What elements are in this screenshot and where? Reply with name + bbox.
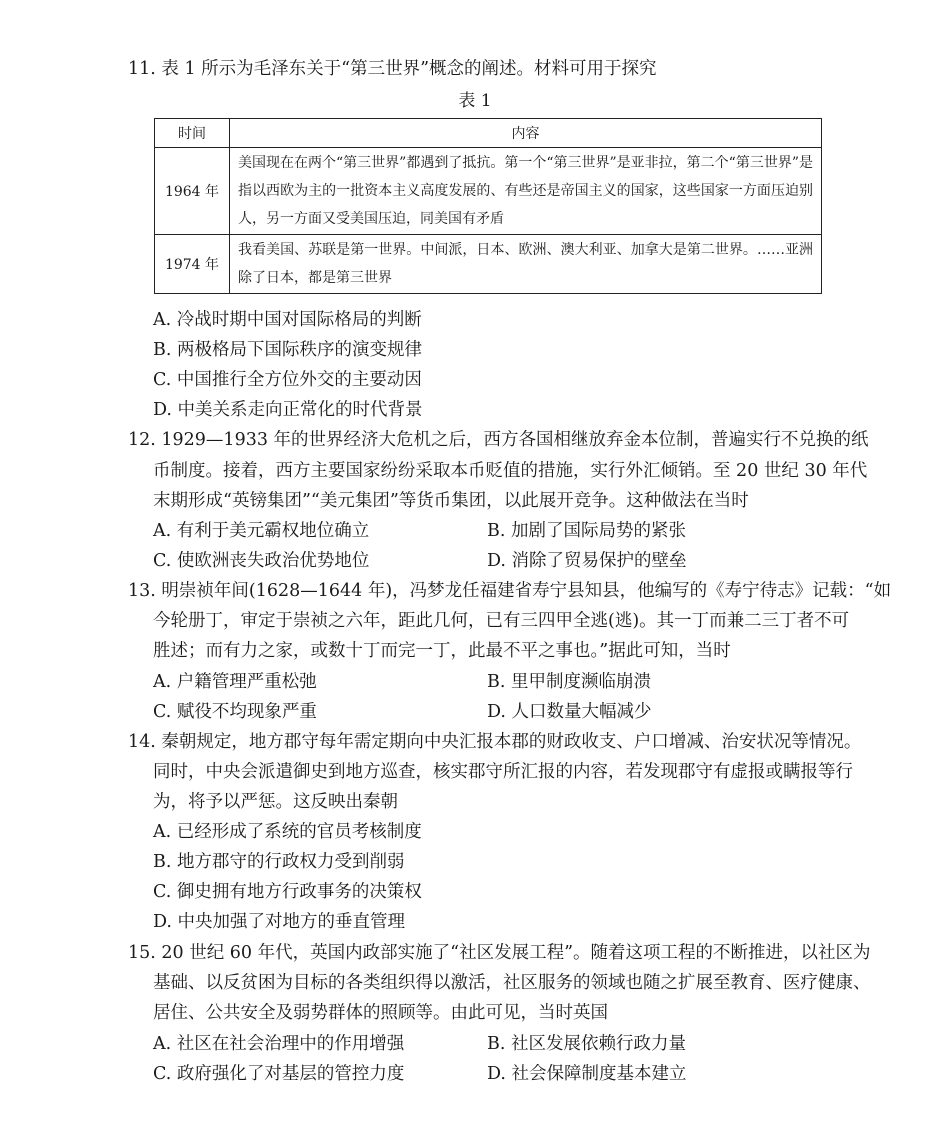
q12-stem-line: 末期形成“英镑集团”“美元集团”等货币集团，以此展开竞争。这种做法在当时 xyxy=(153,491,749,511)
q11-option-b[interactable]: B. 两极格局下国际秩序的演变规律 xyxy=(153,340,422,360)
table-row xyxy=(155,235,822,294)
q12-stem-line: 币制度。接着，西方主要国家纷纷采取本币贬值的措施，实行外汇倾销。至 20 世纪 30 年代 xyxy=(153,461,868,481)
q11-option-a[interactable]: A. 冷战时期中国对国际格局的判断 xyxy=(153,310,422,330)
table-row xyxy=(155,148,822,235)
q11-option-d[interactable]: D. 中美关系走向正常化的时代背景 xyxy=(153,400,423,420)
q11-stem: 11. 表 1 所示为毛泽东关于“第三世界”概念的阐述。材料可用于探究 xyxy=(128,59,657,79)
q15-stem-line: 基础、以反贫困为目标的各类组织得以激活，社区服务的领域也随之扩展至教育、医疗健康、 xyxy=(153,973,871,993)
row-year: 1964 年 xyxy=(155,148,230,235)
q15-stem-line: 15. 20 世纪 60 年代，英国内政部实施了“社区发展工程”。随着这项工程的不断推进，以社区为 xyxy=(128,943,871,963)
q13-stem-line: 胜述；而有力之家，或数十丁而完一丁，此最不平之事也。”据此可知，当时 xyxy=(153,641,731,661)
q12-option-c[interactable]: C. 使欧洲丧失政治优势地位 xyxy=(153,551,370,571)
third-world-table xyxy=(154,118,822,294)
q14-stem-line: 同时，中央会派遣御史到地方巡查，核实郡守所汇报的内容，若发现郡守有虚报或瞒报等行 xyxy=(153,762,853,782)
header-content: 内容 xyxy=(230,119,822,148)
q14-option-a[interactable]: A. 已经形成了系统的官员考核制度 xyxy=(153,822,422,842)
q13-option-a[interactable]: A. 户籍管理严重松弛 xyxy=(153,672,317,692)
q15-option-b[interactable]: B. 社区发展依赖行政力量 xyxy=(487,1034,686,1054)
q11-option-c[interactable]: C. 中国推行全方位外交的主要动因 xyxy=(153,370,422,390)
q14-stem-line: 为，将予以严惩。这反映出秦朝 xyxy=(153,792,398,812)
q13-option-c[interactable]: C. 赋役不均现象严重 xyxy=(153,702,317,722)
table-caption: 表 1 xyxy=(458,91,492,111)
q15-stem-line: 居住、公共安全及弱势群体的照顾等。由此可见，当时英国 xyxy=(153,1003,608,1023)
q12-option-b[interactable]: B. 加剧了国际局势的紧张 xyxy=(487,521,686,541)
q15-option-a[interactable]: A. 社区在社会治理中的作用增强 xyxy=(153,1034,405,1054)
q12-option-d[interactable]: D. 消除了贸易保护的壁垒 xyxy=(487,551,687,571)
q13-option-d[interactable]: D. 人口数量大幅减少 xyxy=(487,702,652,722)
q14-option-c[interactable]: C. 御史拥有地方行政事务的决策权 xyxy=(153,882,422,902)
q14-option-d[interactable]: D. 中央加强了对地方的垂直管理 xyxy=(153,912,406,932)
table-header-row xyxy=(155,119,822,148)
q15-option-c[interactable]: C. 政府强化了对基层的管控力度 xyxy=(153,1064,405,1084)
q13-stem-line: 今轮册丁，审定于崇祯之六年，距此几何，已有三四甲全逃(逃)。其一丁而兼二三丁者不可 xyxy=(153,611,850,631)
q12-option-a[interactable]: A. 有利于美元霸权地位确立 xyxy=(153,521,370,541)
row-content: 我看美国、苏联是第一世界。中间派，日本、欧洲、澳大利亚、加拿大是第二世界。……亚洲除了日本，都是第三世界 xyxy=(230,235,822,294)
row-content: 美国现在在两个“第三世界”都遇到了抵抗。第一个“第三世界”是亚非拉，第二个“第三世界”是指以西欧为主的一批资本主义高度发展的、有些还是帝国主义的国家，这些国家一方面压迫别人，另一方面又受美国压迫，同美国有矛盾 xyxy=(230,148,822,235)
q15-option-d[interactable]: D. 社会保障制度基本建立 xyxy=(487,1064,687,1084)
header-time: 时间 xyxy=(155,119,230,148)
q14-stem-line: 14. 秦朝规定，地方郡守每年需定期向中央汇报本郡的财政收支、户口增减、治安状况等情况。 xyxy=(128,732,862,752)
q14-option-b[interactable]: B. 地方郡守的行政权力受到削弱 xyxy=(153,852,405,872)
q12-stem-line: 12. 1929—1933 年的世界经济大危机之后，西方各国相继放弃金本位制，普遍实行不兑换的纸 xyxy=(128,430,869,450)
q13-stem-line: 13. 明崇祯年间(1628—1644 年)，冯梦龙任福建省寿宁县知县，他编写的《寿宁待志》记载：“如 xyxy=(128,581,892,601)
row-year: 1974 年 xyxy=(155,235,230,294)
q13-option-b[interactable]: B. 里甲制度濒临崩溃 xyxy=(487,672,651,692)
